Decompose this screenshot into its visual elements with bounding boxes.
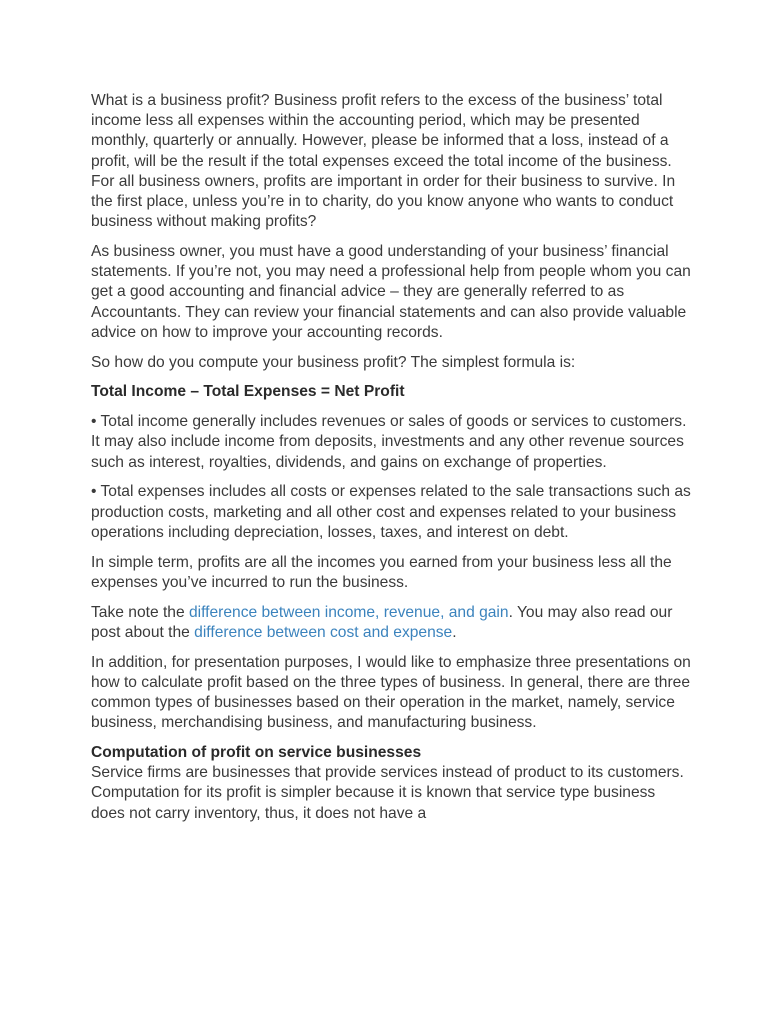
paragraph-financial-statements: As business owner, you must have a good understanding of your business’ financial statements. If you’re not, you may need a professional help from people whom you can get a good accounting and financial advice – they are generally referred to as Accountants. They can review your financial statements and can also provide valuable advice on how to improve your accounting records. — [91, 243, 691, 341]
paragraph-service-firms: Service firms are businesses that provide services instead of product to its customers. Computation for its profit is simpler because it is known that service type business does not carry inventory, thus, it does not have a — [91, 764, 684, 822]
paragraph-simple-term: In simple term, profits are all the incomes you earned from your business less all the expenses you’ve incurred to run the business. — [91, 553, 672, 591]
bullet-total-income: • Total income generally includes revenues or sales of goods or services to customers. It may also include income from deposits, investments and any other revenue sources such as interest, royalties, dividends, and gains on exchange of properties. — [91, 413, 687, 471]
section-heading: Computation of profit on service businesses — [91, 744, 422, 762]
paragraph-intro: What is a business profit? Business profit refers to the excess of the business’ total income less all expenses within the accounting period, which may be presented monthly, quarterly or annually. However, please be informed that a loss, instead of a profit, will be the result if the total expenses exceed the total income of the business. For all business owners, profits are important in order for their business to survive. In the first place, unless you’re in to charity, do you know anyone who wants to conduct business without making profits? — [91, 92, 676, 231]
paragraph-take-note — [91, 603, 691, 643]
paragraph-formula-intro: So how do you compute your business profit? The simplest formula is: — [91, 353, 576, 371]
take-note-text-1: Take note the — [91, 603, 189, 621]
link-cost-expense[interactable]: difference between cost and expense — [194, 623, 453, 641]
section-service-businesses — [91, 743, 691, 824]
link-income-revenue-gain[interactable]: difference between income, revenue, and gain — [188, 603, 509, 621]
take-note-text-3: . — [452, 623, 457, 641]
take-note-text-2: . You may also read our post about the — [91, 603, 673, 641]
paragraph-business-types: In addition, for presentation purposes, I would like to emphasize three presentations on how to calculate profit based on the three types of business. In general, there are three common types of businesses based on their operation in the market, namely, service business, merchandising business, and manufacturing business. — [91, 653, 691, 732]
bullet-total-expenses: • Total expenses includes all costs or expenses related to the sale transactions such as production costs, marketing and all other cost and expenses related to your business operations including depreciation, losses, taxes, and interest on debt. — [91, 483, 691, 541]
formula-net-profit: Total Income – Total Expenses = Net Profit — [91, 383, 405, 401]
document-page — [91, 91, 691, 833]
